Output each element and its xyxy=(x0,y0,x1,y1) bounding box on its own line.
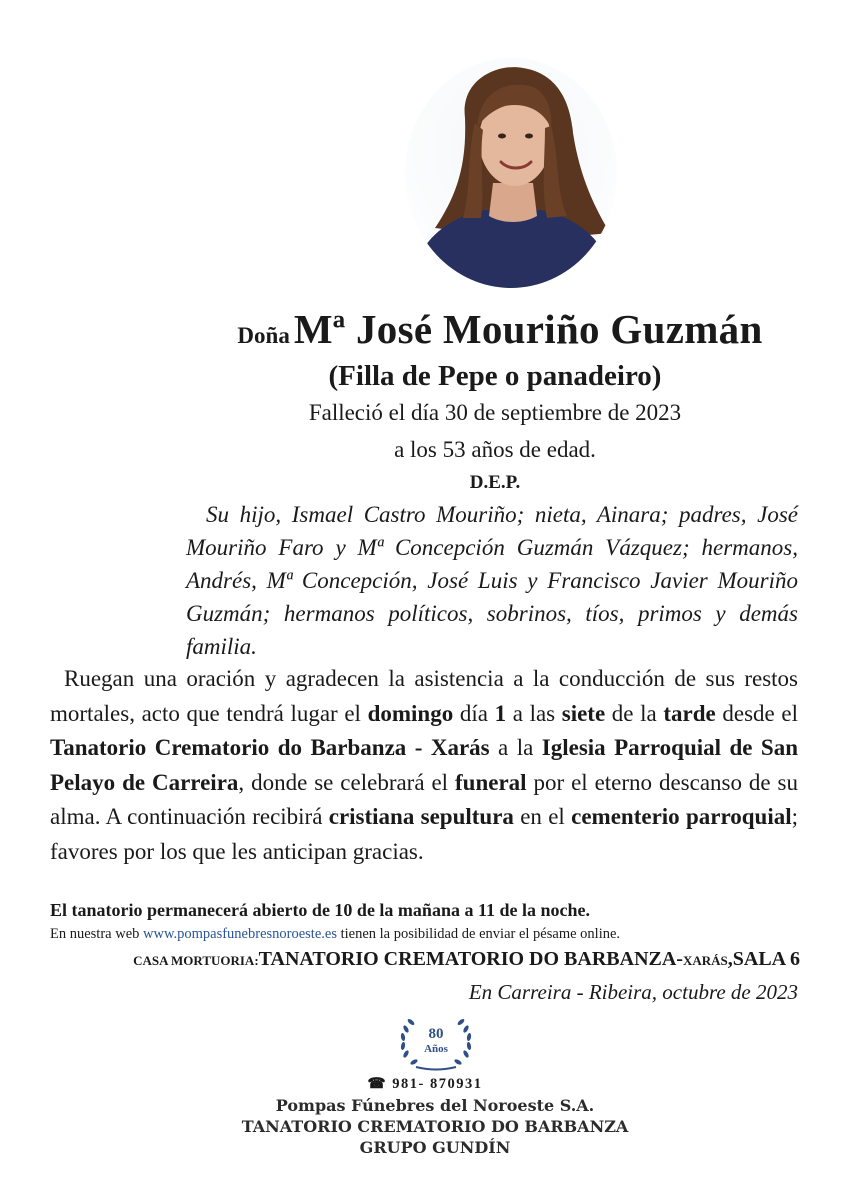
service-paragraph xyxy=(50,662,798,869)
anniversary-logo xyxy=(396,1010,476,1072)
company-group: GRUPO GUNDÍN xyxy=(359,1138,511,1157)
phone-icon: ☎ xyxy=(367,1076,388,1092)
company-name: Pompas Fúnebres del Noroeste S.A. xyxy=(275,1096,595,1115)
casa-label: CASA MORTUORIA: xyxy=(133,953,259,968)
logo-word: Años xyxy=(424,1043,448,1055)
title-prefix: Doña xyxy=(237,323,290,348)
dep-label: D.E.P. xyxy=(469,472,521,493)
web-prefix: En nuestra web xyxy=(50,926,144,942)
casa-room: ,SALA 6 xyxy=(727,948,800,970)
service-tarde: tarde xyxy=(663,700,716,726)
deceased-name-line xyxy=(180,305,820,353)
casa-value-small: XARÁS xyxy=(682,953,728,968)
web-suffix: tienen la posibilidad de enviar el pésame online. xyxy=(336,926,621,942)
service-text: desde el xyxy=(715,700,798,726)
service-tanatorio: Tanatorio Crematorio do Barbanza - Xarás xyxy=(50,735,490,760)
service-text: a las xyxy=(506,700,562,726)
service-text: en el xyxy=(513,804,572,829)
website-link[interactable]: www.pompasfunebresnoroeste.es xyxy=(143,926,337,942)
service-text: a la xyxy=(489,735,542,760)
nickname: (Filla de Pepe o panadeiro) xyxy=(328,360,662,392)
service-burial: cristiana sepultura xyxy=(328,804,514,829)
deceased-name: Mª José Mouriño Guzmán xyxy=(293,306,763,352)
service-text: día xyxy=(453,700,495,726)
tanatorio-hours: El tanatorio permanecerá abierto de 10 de la mañana a 11 de la noche. xyxy=(50,900,590,920)
service-day: domingo xyxy=(367,700,454,726)
company-tanatorio: TANATORIO CREMATORIO DO BARBANZA xyxy=(241,1117,629,1136)
family-paragraph: Su hijo, Ismael Castro Mouriño; nieta, Ainara; padres, José Mouriño Faro y Mª Concepción Guzmán Vázquez; hermanos, Andrés, Mª Concepción, José Luis y Francisco Javier Mouriño Guzmán; hermanos políticos, sobrinos, tíos, primos y demás familia. xyxy=(186,502,798,659)
portrait-photo xyxy=(405,58,617,288)
service-text: , donde se celebrará el xyxy=(238,769,455,795)
service-church: Iglesia Parroquial de San Pelayo de Carreira xyxy=(50,735,798,795)
service-hour: siete xyxy=(561,700,606,726)
place-date: En Carreira - Ribeira, octubre de 2023 xyxy=(468,980,798,1004)
service-funeral: funeral xyxy=(455,769,527,795)
logo-number: 80 xyxy=(428,1026,444,1042)
service-text: Ruegan una oración y agradecen la asistencia a la conducción de sus restos mortales, acto que tendrá lugar el xyxy=(50,666,798,726)
phone-number[interactable]: 981- 870931 xyxy=(392,1076,483,1092)
phone-line xyxy=(330,1076,520,1093)
service-day-number: 1 xyxy=(494,700,507,726)
age-at-death: a los 53 años de edad. xyxy=(394,437,596,462)
casa-value: TANATORIO CREMATORIO DO BARBANZA- xyxy=(258,948,683,970)
casa-mortuoria xyxy=(40,948,800,971)
death-date: Falleció el día 30 de septiembre de 2023 xyxy=(308,400,682,425)
service-cemetery: cementerio parroquial xyxy=(571,804,792,829)
web-note xyxy=(50,926,810,943)
service-text: ; favores por los que les anticipan gracias. xyxy=(50,804,799,864)
service-text: por el eterno descanso de su alma. A continuación recibirá xyxy=(50,769,798,829)
service-text: de la xyxy=(605,700,664,726)
